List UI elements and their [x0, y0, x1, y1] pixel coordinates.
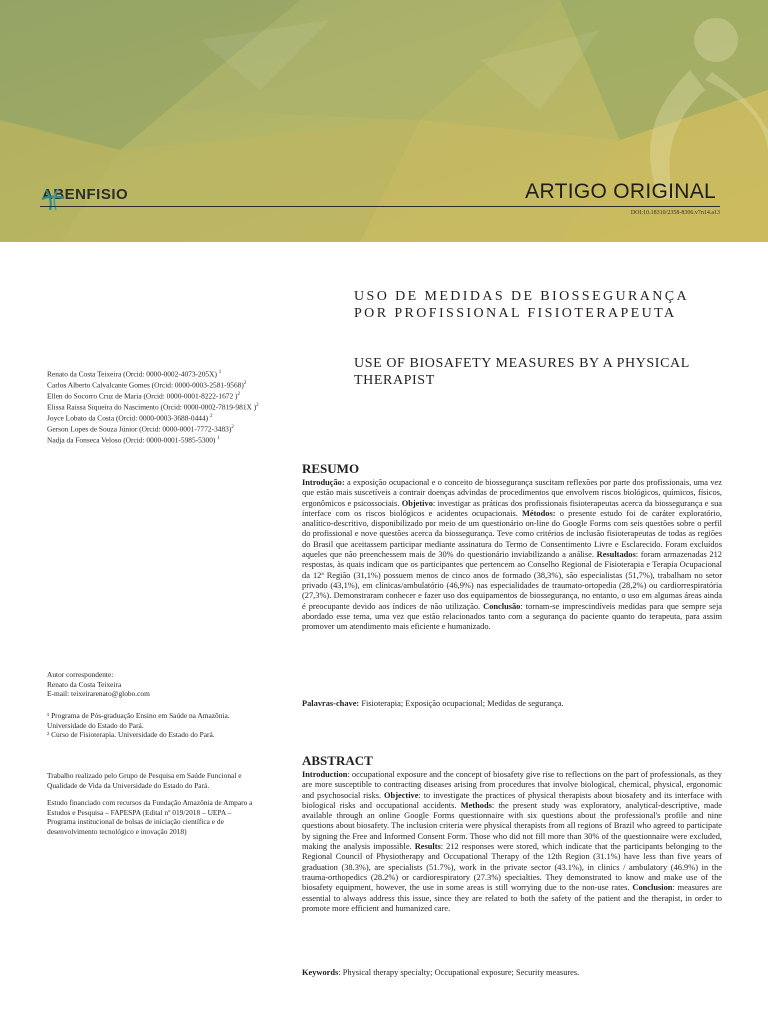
doi-link[interactable]: DOI:10.18310/2358-8306.v7n14.a13: [630, 210, 720, 216]
affiliation-item: ² Curso de Fisioterapia. Universidade do Estado do Pará.: [47, 730, 215, 740]
header-rule: [40, 206, 720, 207]
corresponding-label: Autor correspondente:: [47, 670, 114, 679]
corresponding-author: [47, 670, 267, 699]
author-item: Joyce Lobato da Costa (Orcid: 0000-0003-3688-0444) $^2$: [47, 413, 213, 423]
author-item: Elissa Raissa Siqueira do Nascimento (Orcid: 0000-0002-7819-981X )$^2$: [47, 402, 259, 412]
funding-notes: [47, 771, 257, 845]
corresponding-name: Renato da Costa Teixeira: [47, 679, 122, 689]
abstract-body: Introduction: occupational exposure and the concept of biosafety give rise to reflections on the part of professionals, as they are more susceptible to contracting diseases arising from procedures that involve biological, chemical, physical, ergonomic and psychosocial risks. Objective: to investigate the practices of physical therapists about biosafety and its interface with biological risks and occupational accidents. Methods: the present study was exploratory, analytical-descriptive, made available through an online Google Forms questionnaire with six questions about the professional's profile and nine questions about biosafety. The inclusion criteria were physical therapists from all regions of Brazil who agreed to participate by signing the Free and Informed Consent Form. Those who did not fill more than 30% of the questionnaire were excluded, making the analysis impossible. Results: 212 responses were stored, which indicate that the participants belonging to the Regional Council of Physiotherapy and Occupational Therapy of the 12th Region (31.1%) have less than five years of graduation (38.3%), are specialists (51.7%), work in the private sector (43.1%), in clinics / ambulatory (46.9%) in the trauma-orthopedics (28.2%) or cardiorespiratory (27.3%) specialties. They demonstrated to know and make use of the biosafety equipment, however, the use in some areas is still worrying due to the non-use rates. Conclusion: measures are essential to always address this issue, since they are related to both the safety of the patient and the therapist, in order to promote more efficient and humanized care.: [302, 770, 722, 913]
abstract-heading: ABSTRACT: [302, 753, 373, 768]
author-item: Carlos Alberto Calvalcante Gomes (Orcid: 0000-0003-2581-9568)$^2$: [47, 380, 247, 390]
abenfisio-logo-text: ABENFISIO: [42, 186, 129, 203]
funding-note: Estudo financiado com recursos da Fundação Amazônia de Amparo a Estudos e Pesquisa – FAPESPA (Edital nº 019/2018 – UEPA – Programa institucional de bolsas de iniciação científica e de desenvolvimento tecnológico e inovação 2018): [47, 798, 253, 836]
abenfisio-logo-mark-icon: [40, 186, 66, 212]
author-item: Gerson Lopes de Souza Júnior (Orcid: 0000-0001-7772-3483)$^2$: [47, 424, 234, 434]
article-type: ARTIGO ORIGINAL: [525, 180, 716, 203]
journal-header: [0, 0, 768, 242]
author-item: Renato da Costa Teixeira (Orcid: 0000-0002-4073-205X) $^1$: [47, 369, 222, 379]
abenfisio-logo: [40, 186, 128, 203]
corresponding-email[interactable]: E-mail: teixeirarenato@globo.com: [47, 689, 150, 699]
resumo-body: Introdução: a exposição ocupacional e o conceito de biossegurança suscitam reflexões por parte dos profissionais, uma vez que estão mais suscetíveis a contrair doenças advindas de procedimentos que envolvem riscos biológicos, químicos, físicos, ergonômicos e psicossociais. Objetivo: investigar as práticas dos profissionais fisioterapeutas acerca da biossegurança e sua interface com os riscos biológicos e acidentes ocupacionais. Métodos: o presente estudo foi de caráter exploratório, analítico-descritivo, disponibilizado por meio de um questionário on-line do Google Forms com seis questões sobre o perfil do profissional e nove questões acerca da biossegurança. Teve como critérios de inclusão fisioterapeutas de todas as regiões do Brasil que aceitassem participar mediante assinatura do Termo de Consentimento Livre e Esclarecido. Foram excluídos aqueles que não preenchessem mais de 30% do questionário inviabilizando a análise. Resultados: foram armazenadas 212 respostas, às quais indicam que os participantes que pertencem ao Conselho Regional de Fisioterapia e Terapia Ocupacional da 12ª Região (31,1%) possuem menos de cinco anos de formado (38,3%), são especialistas (51,7%), trabalham no setor privado (43,1%), em clínicas/ambulatório (46,9%) nas especialidades de traumato-ortopedia (28,2%) ou cardiorrespiratória (27,3%). Demonstraram conhecer e fazer uso dos equipamentos de biossegurança, no entanto, o uso em algumas áreas ainda é preocupante devido aos índices de não utilização. Conclusão: tornam-se imprescindíveis medidas para que sempre seja abordado esse tema, uma vez que estão relacionados tanto com a segurança do paciente quanto do terapeuta, para assim promover um atendimento mais eficiente e humanizado.: [302, 478, 723, 632]
title-english: USE OF BIOSAFETY MEASURES BY A PHYSICAL THERAPIST: [354, 356, 690, 388]
work-note: Trabalho realizado pelo Grupo de Pesquisa em Saúde Funcional e Qualidade de Vida da Universidade do Estado do Pará.: [47, 771, 242, 790]
author-item: Nadja da Fonseca Veloso (Orcid: 0000-0001-5985-5300) $^1$: [47, 435, 220, 445]
resumo-heading: RESUMO: [302, 461, 360, 476]
author-item: Ellen do Socorro Cruz de Maria (Orcid: 0000-0001-8222-1672 )$^2$: [47, 391, 240, 401]
title-portuguese: USO DE MEDIDAS DE BIOSSEGURANÇA POR PROFISSIONAL FISIOTERAPEUTA: [354, 289, 689, 321]
affiliations: [47, 711, 257, 740]
abstract-keywords: Keywords: Physical therapy specialty; Occupational exposure; Security measures.: [302, 968, 580, 977]
affiliation-item: ¹ Programa de Pós-graduação Ensino em Saúde na Amazônia. Universidade do Estado do Pará.: [47, 711, 230, 730]
author-list: [47, 368, 307, 445]
resumo-keywords: Palavras-chave: Fisioterapia; Exposição ocupacional; Medidas de segurança.: [302, 699, 564, 708]
